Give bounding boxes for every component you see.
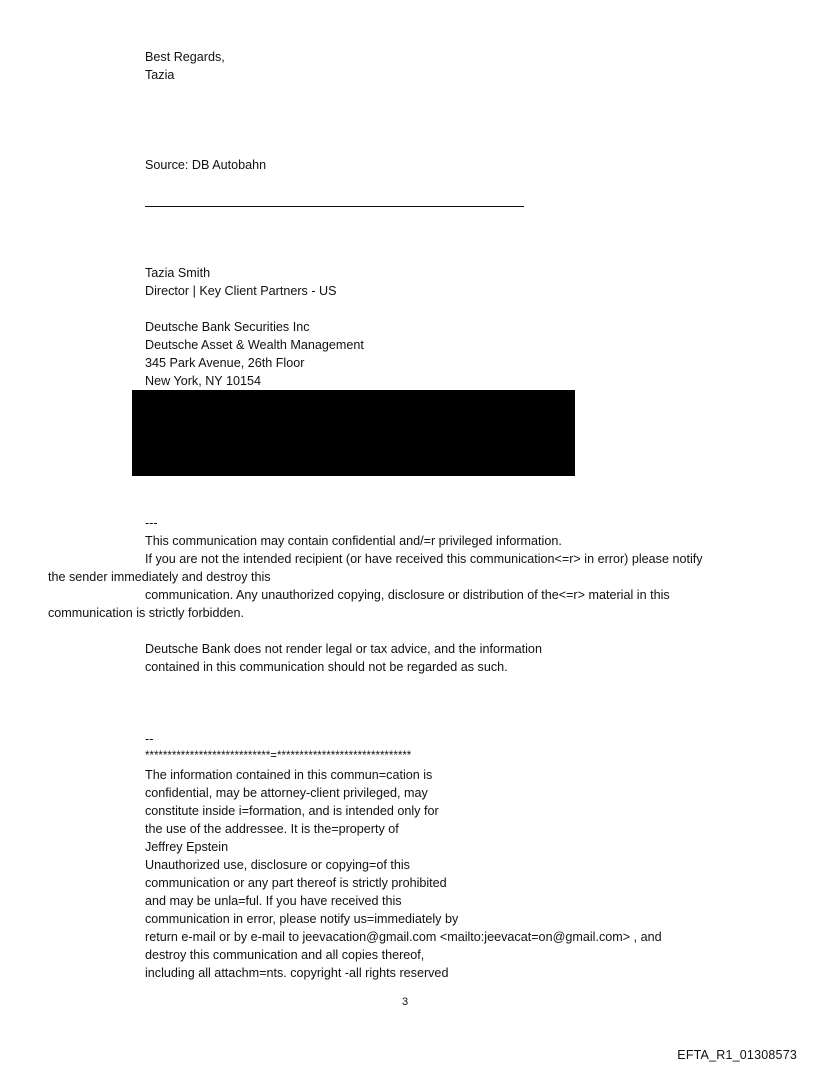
signature-address-2: New York, NY 10154 xyxy=(145,374,261,388)
footer-line: The information contained in this commun=cation is xyxy=(145,768,433,782)
closing-name: Tazia xyxy=(145,68,175,82)
signature-name: Tazia Smith xyxy=(145,266,211,280)
closing-line: Best Regards, xyxy=(145,50,225,64)
footer-line: Jeffrey Epstein xyxy=(145,840,229,854)
notice-line: the sender immediately and destroy this xyxy=(48,570,271,584)
notice-line: Deutsche Bank does not render legal or tax advice, and the information xyxy=(145,642,542,656)
footer-line: including all attachm=nts. copyright -all rights reserved xyxy=(145,966,449,980)
page-number: 3 xyxy=(402,996,409,1008)
footer-line: communication in error, please notify us=immediately by xyxy=(145,912,459,926)
signature-title: Director | Key Client Partners - US xyxy=(145,284,337,298)
footer-line: the use of the addressee. It is the=property of xyxy=(145,822,399,836)
notice-line: communication. Any unauthorized copying, disclosure or distribution of the<=r> material in this xyxy=(145,588,670,602)
footer-line: confidential, may be attorney-client privileged, may xyxy=(145,786,428,800)
signature-company: Deutsche Bank Securities Inc xyxy=(145,320,310,334)
notice-separator: --- xyxy=(145,516,158,530)
footer-line: and may be unla=ful. If you have received this xyxy=(145,894,402,908)
bates-number: EFTA_R1_01308573 xyxy=(677,1048,797,1062)
redaction-box xyxy=(132,390,575,476)
source-line: Source: DB Autobahn xyxy=(145,158,267,172)
notice-line: This communication may contain confidential and/=r privileged information. xyxy=(145,534,562,548)
signature-address-1: 345 Park Avenue, 26th Floor xyxy=(145,356,305,370)
notice-line: If you are not the intended recipient (or have received this communication<=r> in error) please notify xyxy=(145,552,703,566)
divider-line xyxy=(145,206,524,207)
footer-line: Unauthorized use, disclosure or copying=of this xyxy=(145,858,410,872)
footer-line: communication or any part thereof is strictly prohibited xyxy=(145,876,447,890)
footer-separator: -- xyxy=(145,732,154,746)
footer-line: return e-mail or by e-mail to jeevacation@gmail.com <mailto:jeevacat=on@gmail.com> , and xyxy=(145,930,662,944)
footer-stars: ****************************=****************************** xyxy=(145,750,412,762)
footer-line: constitute inside i=formation, and is intended only for xyxy=(145,804,439,818)
footer-line: destroy this communication and all copies thereof, xyxy=(145,948,425,962)
notice-line: contained in this communication should not be regarded as such. xyxy=(145,660,508,674)
notice-line: communication is strictly forbidden. xyxy=(48,606,244,620)
signature-division: Deutsche Asset & Wealth Management xyxy=(145,338,364,352)
